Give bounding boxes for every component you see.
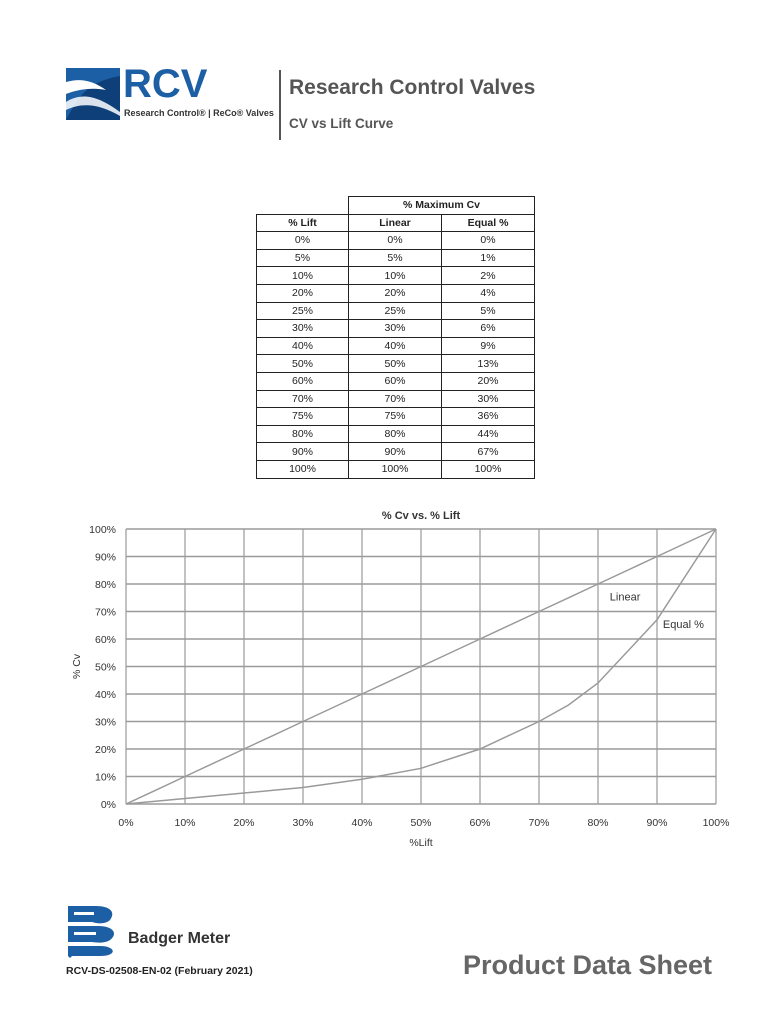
badger-meter-logo — [66, 900, 266, 960]
column-header-lift: % Lift — [257, 214, 349, 232]
table-cell: 36% — [442, 408, 535, 426]
x-tick-label: 50% — [410, 817, 432, 829]
y-tick-label: 100% — [89, 524, 116, 536]
table-cell: 10% — [349, 267, 442, 285]
table-cell: 30% — [442, 390, 535, 408]
table-group-header-row — [257, 197, 535, 215]
table-cell: 5% — [349, 249, 442, 267]
y-tick-label: 90% — [94, 551, 116, 564]
cv-lift-table — [256, 196, 535, 479]
table-row — [257, 390, 535, 408]
table-cell: 40% — [257, 337, 349, 355]
table-cell: 60% — [257, 372, 349, 390]
x-tick-label: 80% — [587, 817, 609, 829]
badger-meter-wordmark: Badger Meter — [128, 930, 231, 947]
page-subtitle: CV vs Lift Curve — [289, 116, 394, 131]
table-row — [257, 337, 535, 355]
column-header-equal: Equal % — [442, 214, 535, 232]
table-cell: 4% — [442, 284, 535, 302]
table-cell: 6% — [442, 320, 535, 338]
table-cell: 20% — [349, 284, 442, 302]
table-row — [257, 355, 535, 373]
table-cell: 0% — [442, 232, 535, 250]
table-cell: 10% — [257, 267, 349, 285]
x-tick-label: 100% — [702, 817, 730, 829]
x-tick-label: 90% — [646, 817, 668, 829]
table-cell: 40% — [349, 337, 442, 355]
header-divider — [279, 70, 281, 140]
cv-vs-lift-chart — [60, 500, 740, 860]
table-cell: 5% — [257, 249, 349, 267]
badger-meter-icon — [66, 902, 120, 958]
y-tick-label: 30% — [94, 716, 116, 729]
table-header-row — [257, 214, 535, 232]
x-tick-label: 30% — [292, 817, 314, 829]
x-tick-label: 10% — [174, 817, 196, 829]
table-cell: 9% — [442, 337, 535, 355]
table-cell: 100% — [442, 460, 535, 478]
chart-title: % Cv vs. % Lift — [381, 510, 461, 522]
table-row — [257, 320, 535, 338]
rcv-tagline: Research Control® | ReCo® Valves — [124, 108, 274, 118]
table-cell: 30% — [349, 320, 442, 338]
table-empty-corner — [257, 197, 349, 215]
table-row — [257, 460, 535, 478]
y-tick-label: 10% — [94, 771, 116, 784]
x-tick-label: 60% — [469, 817, 491, 829]
y-tick-label: 80% — [94, 579, 116, 591]
table-cell: 25% — [257, 302, 349, 320]
table-row — [257, 284, 535, 302]
table-row — [257, 302, 535, 320]
y-tick-label: 20% — [94, 744, 116, 756]
table-cell: 20% — [442, 372, 535, 390]
x-tick-label: 0% — [118, 817, 134, 829]
table-cell: 25% — [349, 302, 442, 320]
table-cell: 60% — [349, 372, 442, 390]
rcv-logo — [66, 62, 276, 124]
x-tick-label: 70% — [528, 817, 550, 829]
table-cell: 75% — [349, 408, 442, 426]
table-row — [257, 408, 535, 426]
x-tick-label: 40% — [351, 817, 373, 829]
table-cell: 75% — [257, 408, 349, 426]
table-cell: 80% — [257, 425, 349, 443]
page-title: Research Control Valves — [289, 76, 536, 99]
table-cell: 100% — [257, 460, 349, 478]
series-label-linear: Linear — [609, 591, 641, 604]
table-cell: 67% — [442, 443, 535, 461]
table-cell: 90% — [257, 443, 349, 461]
y-tick-label: 40% — [94, 689, 116, 701]
document-code: RCV-DS-02508-EN-02 (February 2021) — [66, 965, 253, 977]
rcv-wave-icon — [66, 68, 120, 120]
table-cell: 44% — [442, 425, 535, 443]
table-cell: 0% — [349, 232, 442, 250]
rcv-wordmark: RCV — [123, 62, 208, 106]
y-tick-label: 50% — [94, 661, 116, 674]
y-axis-label: % Cv — [71, 653, 83, 680]
y-tick-label: 70% — [94, 606, 116, 619]
table-cell: 50% — [257, 355, 349, 373]
y-tick-label: 60% — [94, 634, 116, 646]
table-row — [257, 372, 535, 390]
table-cell: 20% — [257, 284, 349, 302]
table-cell: 0% — [257, 232, 349, 250]
table-cell: 1% — [442, 249, 535, 267]
table-row — [257, 443, 535, 461]
table-cell: 70% — [349, 390, 442, 408]
series-label-equal-percent: Equal % — [662, 619, 704, 631]
table-row — [257, 249, 535, 267]
table-cell: 2% — [442, 267, 535, 285]
table-row — [257, 232, 535, 250]
x-axis-label: %Lift — [409, 837, 433, 849]
table-row — [257, 267, 535, 285]
table-cell: 5% — [442, 302, 535, 320]
table-cell: 30% — [257, 320, 349, 338]
table-cell: 100% — [349, 460, 442, 478]
table-group-header: % Maximum Cv — [349, 197, 535, 215]
table-cell: 50% — [349, 355, 442, 373]
table-cell: 13% — [442, 355, 535, 373]
table-cell: 70% — [257, 390, 349, 408]
table-cell: 90% — [349, 443, 442, 461]
x-tick-label: 20% — [233, 817, 255, 829]
table-cell: 80% — [349, 425, 442, 443]
y-tick-label: 0% — [100, 799, 116, 811]
column-header-linear: Linear — [349, 214, 442, 232]
table-row — [257, 425, 535, 443]
document-type: Product Data Sheet — [463, 950, 713, 980]
